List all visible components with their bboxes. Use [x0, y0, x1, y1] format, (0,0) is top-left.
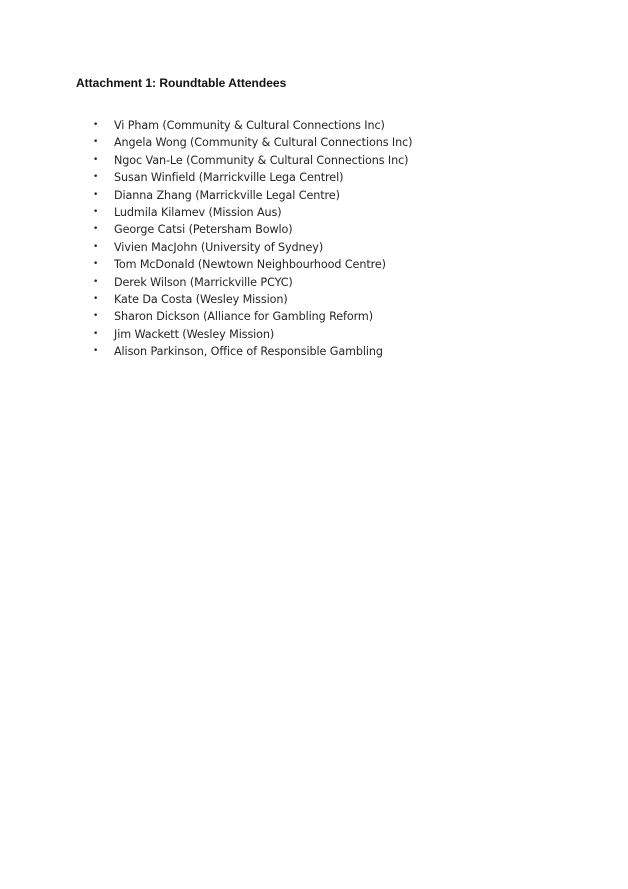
attendee-name: Angela Wong (Community & Cultural Connections Inc): [114, 136, 413, 150]
bullet-icon: •: [93, 189, 99, 200]
attendee-item: [93, 152, 412, 169]
attendee-item: [93, 117, 412, 134]
bullet-icon: •: [93, 154, 99, 165]
bullet-icon: •: [93, 120, 99, 130]
attendee-name: Vivien MacJohn (University of Sydney): [114, 240, 324, 254]
attendee-name: George Catsi (Petersham Bowlo): [114, 223, 293, 237]
attendee-item: [93, 204, 412, 221]
bullet-icon: •: [93, 241, 99, 252]
attendee-name: Jim Wackett (Wesley Mission): [114, 327, 275, 341]
attendee-name: Derek Wilson (Marrickville PCYC): [114, 275, 293, 289]
attendee-name: Kate Da Costa (Wesley Mission): [114, 292, 288, 306]
attendee-item: [93, 308, 412, 325]
attendee-list: [93, 117, 412, 360]
attendee-item: [93, 221, 412, 238]
attendee-name: Ludmila Kilamev (Mission Aus): [114, 205, 282, 219]
bullet-icon: •: [93, 311, 99, 322]
attendee-item: [93, 256, 412, 273]
bullet-icon: •: [93, 172, 99, 183]
attendee-name: Ngoc Van-Le (Community & Cultural Connections Inc): [114, 153, 409, 167]
attendee-item: [93, 134, 412, 151]
attendee-name: Alison Parkinson, Office of Responsible Gambling: [114, 345, 383, 359]
bullet-icon: •: [93, 346, 99, 357]
attendee-name: Sharon Dickson (Alliance for Gambling Reform): [114, 310, 373, 324]
attendee-name: Tom McDonald (Newtown Neighbourhood Centre): [114, 258, 386, 272]
attendee-item: [93, 343, 412, 360]
attendee-item: [93, 326, 412, 343]
attachment-heading: Attachment 1: Roundtable Attendees: [76, 76, 287, 90]
attendee-name: Vi Pham (Community & Cultural Connections Inc): [114, 119, 385, 132]
bullet-icon: •: [93, 259, 99, 270]
attendee-name: Susan Winfield (Marrickville Lega Centrel): [114, 171, 344, 185]
attendee-item: [93, 274, 412, 291]
attendee-item: [93, 187, 412, 204]
bullet-icon: •: [93, 276, 99, 287]
bullet-icon: •: [93, 137, 99, 148]
attendee-item: [93, 239, 412, 256]
attendee-item: [93, 291, 412, 308]
bullet-icon: •: [93, 328, 99, 339]
bullet-icon: •: [93, 206, 99, 217]
bullet-icon: •: [93, 224, 99, 235]
attendee-name: Dianna Zhang (Marrickville Legal Centre): [114, 188, 340, 202]
attendee-item: [93, 169, 412, 186]
bullet-icon: •: [93, 293, 99, 304]
